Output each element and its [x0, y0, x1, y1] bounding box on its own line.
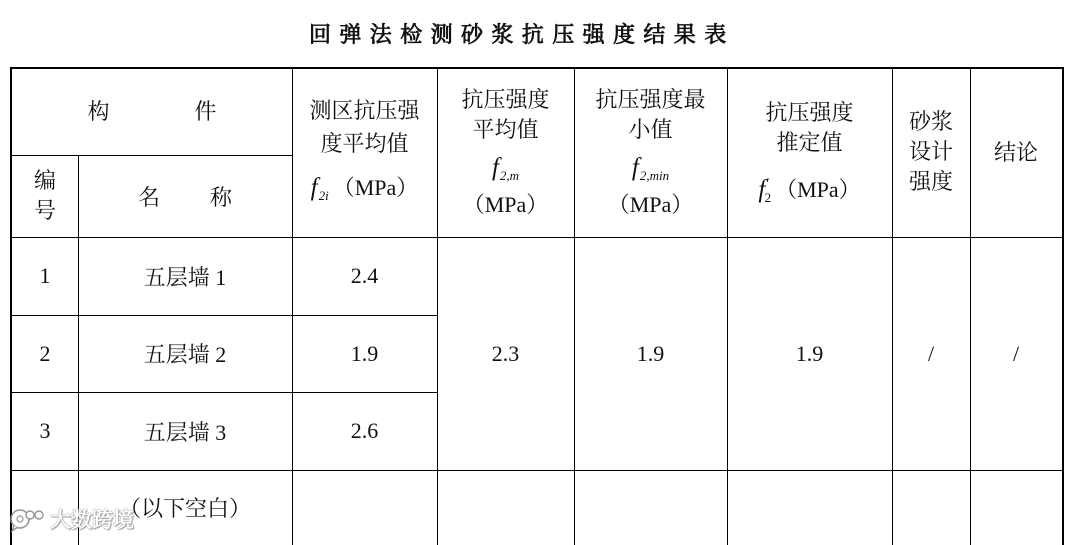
header-name — [78, 155, 293, 238]
header-average-line1: 抗压强度 — [461, 87, 550, 112]
header-conclusion — [970, 67, 1064, 238]
header-zone-average-line1: 测区抗压强 — [309, 98, 420, 123]
header-number — [10, 155, 79, 238]
header-design-line3: 强度 — [908, 169, 953, 194]
row-number: 3 — [39, 418, 51, 443]
row-name: 五层墙 2 — [143, 342, 227, 367]
header-minimum-line2: 小值 — [628, 117, 673, 142]
header-estimated — [727, 67, 893, 238]
row-number: 2 — [39, 340, 51, 366]
summary-minimum-cell — [574, 237, 728, 471]
header-estimated-line2: 推定值 — [776, 130, 843, 155]
header-name-label: 名称 — [137, 184, 282, 210]
watermark-text: 大数跨境 — [50, 508, 134, 532]
header-zone-average-line2: 度平均值 — [320, 131, 409, 156]
header-design-line1: 砂浆 — [908, 109, 953, 134]
summary-design-cell — [892, 237, 971, 471]
table-cell-empty — [574, 470, 728, 545]
table-cell-name — [78, 315, 293, 393]
summary-conclusion-value: / — [1012, 340, 1020, 366]
table-cell-empty — [437, 470, 575, 545]
row-number: 1 — [39, 263, 51, 288]
row-zone-average: 2.4 — [350, 263, 379, 288]
table-cell-name — [78, 392, 293, 471]
header-minimum-formula — [632, 153, 669, 183]
summary-design-value: / — [927, 340, 935, 366]
header-average — [437, 67, 575, 238]
unit-label: （MPa） — [775, 177, 861, 202]
symbol-subscript: 2,min — [639, 168, 670, 183]
table-cell-zone-average — [292, 237, 438, 316]
row-zone-average: 1.9 — [350, 340, 379, 366]
table-cell-empty — [292, 470, 438, 545]
header-design-line2: 设计 — [908, 139, 953, 164]
table-cell-number — [10, 315, 79, 393]
table-cell-number — [10, 392, 79, 471]
row-zone-average: 2.6 — [350, 418, 379, 443]
symbol-f: f — [310, 174, 318, 201]
header-minimum-line1: 抗压强度最 — [595, 87, 706, 112]
header-average-line2: 平均值 — [472, 117, 539, 142]
table-cell-empty — [970, 470, 1064, 545]
symbol-subscript: 2i — [318, 188, 329, 203]
header-conclusion-label: 结论 — [993, 140, 1038, 165]
unit-label: （MPa） — [332, 175, 419, 200]
chat-bubble-logo-icon — [8, 506, 48, 534]
summary-estimated-value: 1.9 — [795, 340, 824, 366]
table-cell-zone-average — [292, 392, 438, 471]
symbol-f: f — [758, 176, 766, 203]
table-cell-name — [78, 237, 293, 316]
table-cell-empty — [727, 470, 893, 545]
header-component-label: 构件 — [87, 98, 302, 124]
header-component — [10, 67, 302, 156]
summary-average-value: 2.3 — [491, 340, 520, 366]
summary-estimated-cell — [727, 237, 893, 471]
header-minimum-unit: （MPa） — [607, 192, 694, 217]
row-name: 五层墙 1 — [143, 264, 227, 290]
row-name: 五层墙 3 — [143, 419, 227, 445]
symbol-f: f — [491, 154, 499, 181]
symbol-f: f — [631, 154, 639, 181]
blank-note: （以下空白） — [118, 496, 251, 521]
header-average-unit: （MPa） — [462, 192, 549, 217]
symbol-subscript: 2 — [764, 190, 772, 205]
header-average-formula — [492, 153, 519, 183]
header-number-label: 编号 — [33, 168, 56, 223]
symbol-subscript: 2,m — [499, 168, 520, 183]
summary-conclusion-cell — [970, 237, 1064, 471]
table-cell-zone-average — [292, 315, 438, 393]
header-minimum — [574, 67, 728, 238]
summary-average-cell — [437, 237, 575, 471]
summary-minimum-value: 1.9 — [636, 340, 665, 366]
table-cell-empty — [892, 470, 971, 545]
header-design-strength — [892, 67, 971, 238]
header-estimated-line1: 抗压强度 — [765, 100, 854, 125]
table-cell-number — [10, 237, 79, 316]
document-title: 回弹法检测砂浆抗压强度结果表 — [309, 22, 735, 47]
header-zone-average-formula — [311, 171, 419, 204]
header-zone-average — [292, 67, 438, 238]
header-estimated-formula — [758, 175, 860, 205]
symbol-prime: ′ — [766, 176, 770, 192]
